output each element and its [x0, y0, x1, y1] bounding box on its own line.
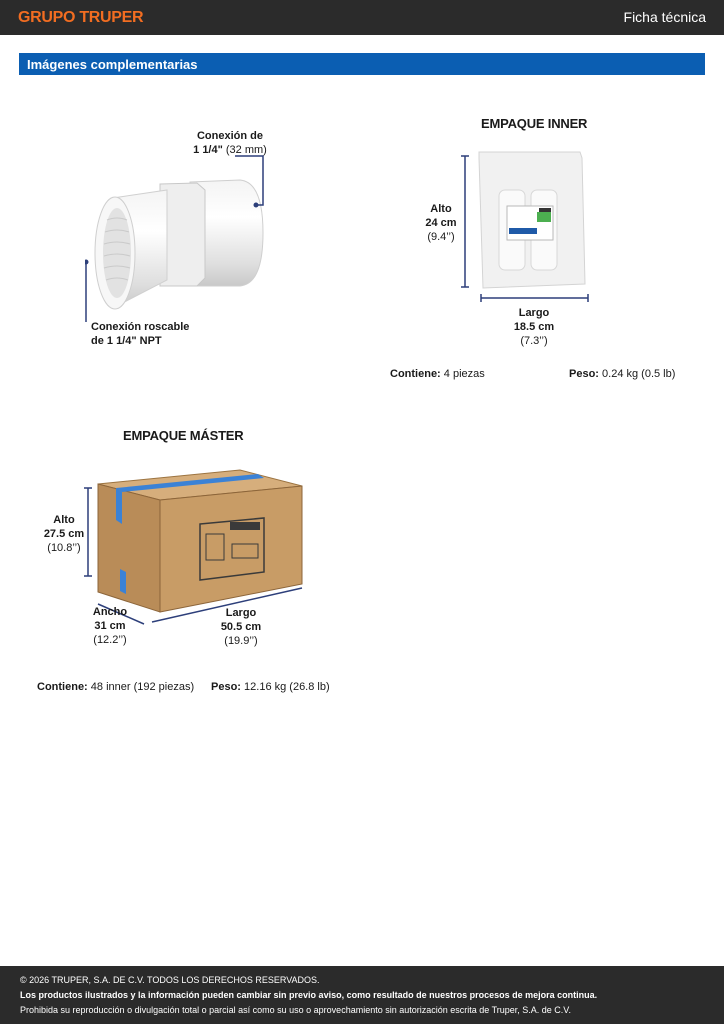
master-weight-value: 12.16 kg (26.8 lb)	[244, 681, 330, 693]
master-box-brand-strip	[230, 522, 260, 530]
master-contains-line	[37, 680, 194, 694]
master-box-side-tape-top	[116, 488, 122, 524]
master-box-side-tape-bottom	[120, 569, 126, 594]
inner-label-blue-strip	[509, 228, 537, 234]
master-length-label	[214, 606, 268, 648]
top-header-bar	[0, 0, 724, 35]
master-width-title: Ancho	[92, 606, 128, 618]
master-box-side	[98, 484, 160, 612]
brand-logo: GRUPO TRUPER	[18, 9, 144, 26]
master-height-title: Alto	[53, 514, 75, 526]
master-package-title: EMPAQUE MÁSTER	[123, 428, 244, 443]
top-connection-metric: (32 mm)	[225, 144, 267, 156]
section-title: Imágenes complementarias	[27, 57, 198, 72]
footer-notice: Los productos ilustrados y la información pueden cambiar sin previo aviso, como resultado de nuestros procesos de mejora continua.	[20, 990, 598, 1000]
master-contains-value: 48 inner (192 piezas)	[90, 681, 195, 693]
inner-height-label	[418, 202, 464, 244]
inner-weight-line	[569, 367, 675, 381]
master-length-metric: 50.5 cm	[220, 621, 262, 633]
master-height-imperial: (10.8’’)	[47, 542, 81, 554]
footer-prohibition: Prohibida su reproducción o divulgación total o parcial así como su uso o aprovechamiento sin autorización escrita de Truper, S.A. de C.V.	[20, 1005, 571, 1015]
master-width-metric: 31 cm	[94, 620, 126, 632]
master-height-metric: 27.5 cm	[43, 528, 85, 540]
inner-length-title: Largo	[518, 307, 550, 319]
legal-footer	[0, 966, 724, 1024]
master-weight-label: Peso:	[211, 681, 241, 693]
inner-width-dimension-line	[481, 294, 588, 302]
inner-label-green-tag	[537, 212, 551, 222]
bottom-connection-size: de 1 1/4" NPT	[91, 335, 162, 347]
top-connection-imperial: 1 1/4"	[193, 144, 223, 156]
master-contains-label: Contiene:	[37, 681, 88, 693]
inner-contains-line	[390, 367, 485, 381]
master-width-imperial: (12.2’’)	[93, 634, 127, 646]
inner-height-metric: 24 cm	[425, 217, 457, 229]
top-connection-dot	[254, 203, 259, 208]
master-width-label	[88, 605, 132, 647]
footer-copyright: © 2026 TRUPER, S.A. DE C.V. TODOS LOS DERECHOS RESERVADOS.	[20, 975, 320, 985]
section-header-bar	[19, 53, 705, 75]
inner-weight-value: 0.24 kg (0.5 lb)	[602, 368, 676, 380]
master-height-label	[42, 513, 86, 555]
inner-contains-value: 4 piezas	[443, 368, 485, 380]
document-type-label: Ficha técnica	[623, 9, 706, 25]
inner-length-metric: 18.5 cm	[513, 321, 555, 333]
bottom-connection-title: Conexión roscable	[91, 321, 190, 333]
top-connection-size	[188, 143, 272, 157]
inner-label-barcode	[539, 208, 551, 212]
inner-contains-label: Contiene:	[390, 368, 441, 380]
inner-weight-label: Peso:	[569, 368, 599, 380]
master-length-imperial: (19.9’’)	[224, 635, 258, 647]
bottom-connection-label	[91, 320, 211, 348]
master-length-title: Largo	[225, 607, 257, 619]
inner-package-title: EMPAQUE INNER	[481, 116, 588, 131]
top-connection-label	[188, 129, 272, 157]
inner-height-imperial: (9.4’’)	[427, 231, 455, 243]
inner-length-label	[502, 306, 566, 348]
coupling-thread-inner	[103, 208, 131, 298]
inner-package-image	[455, 150, 595, 310]
inner-length-imperial: (7.3’’)	[520, 335, 548, 347]
inner-height-title: Alto	[430, 203, 452, 215]
top-connection-title: Conexión de	[196, 130, 263, 142]
master-weight-line	[211, 680, 330, 694]
bottom-connection-dot	[85, 260, 89, 265]
